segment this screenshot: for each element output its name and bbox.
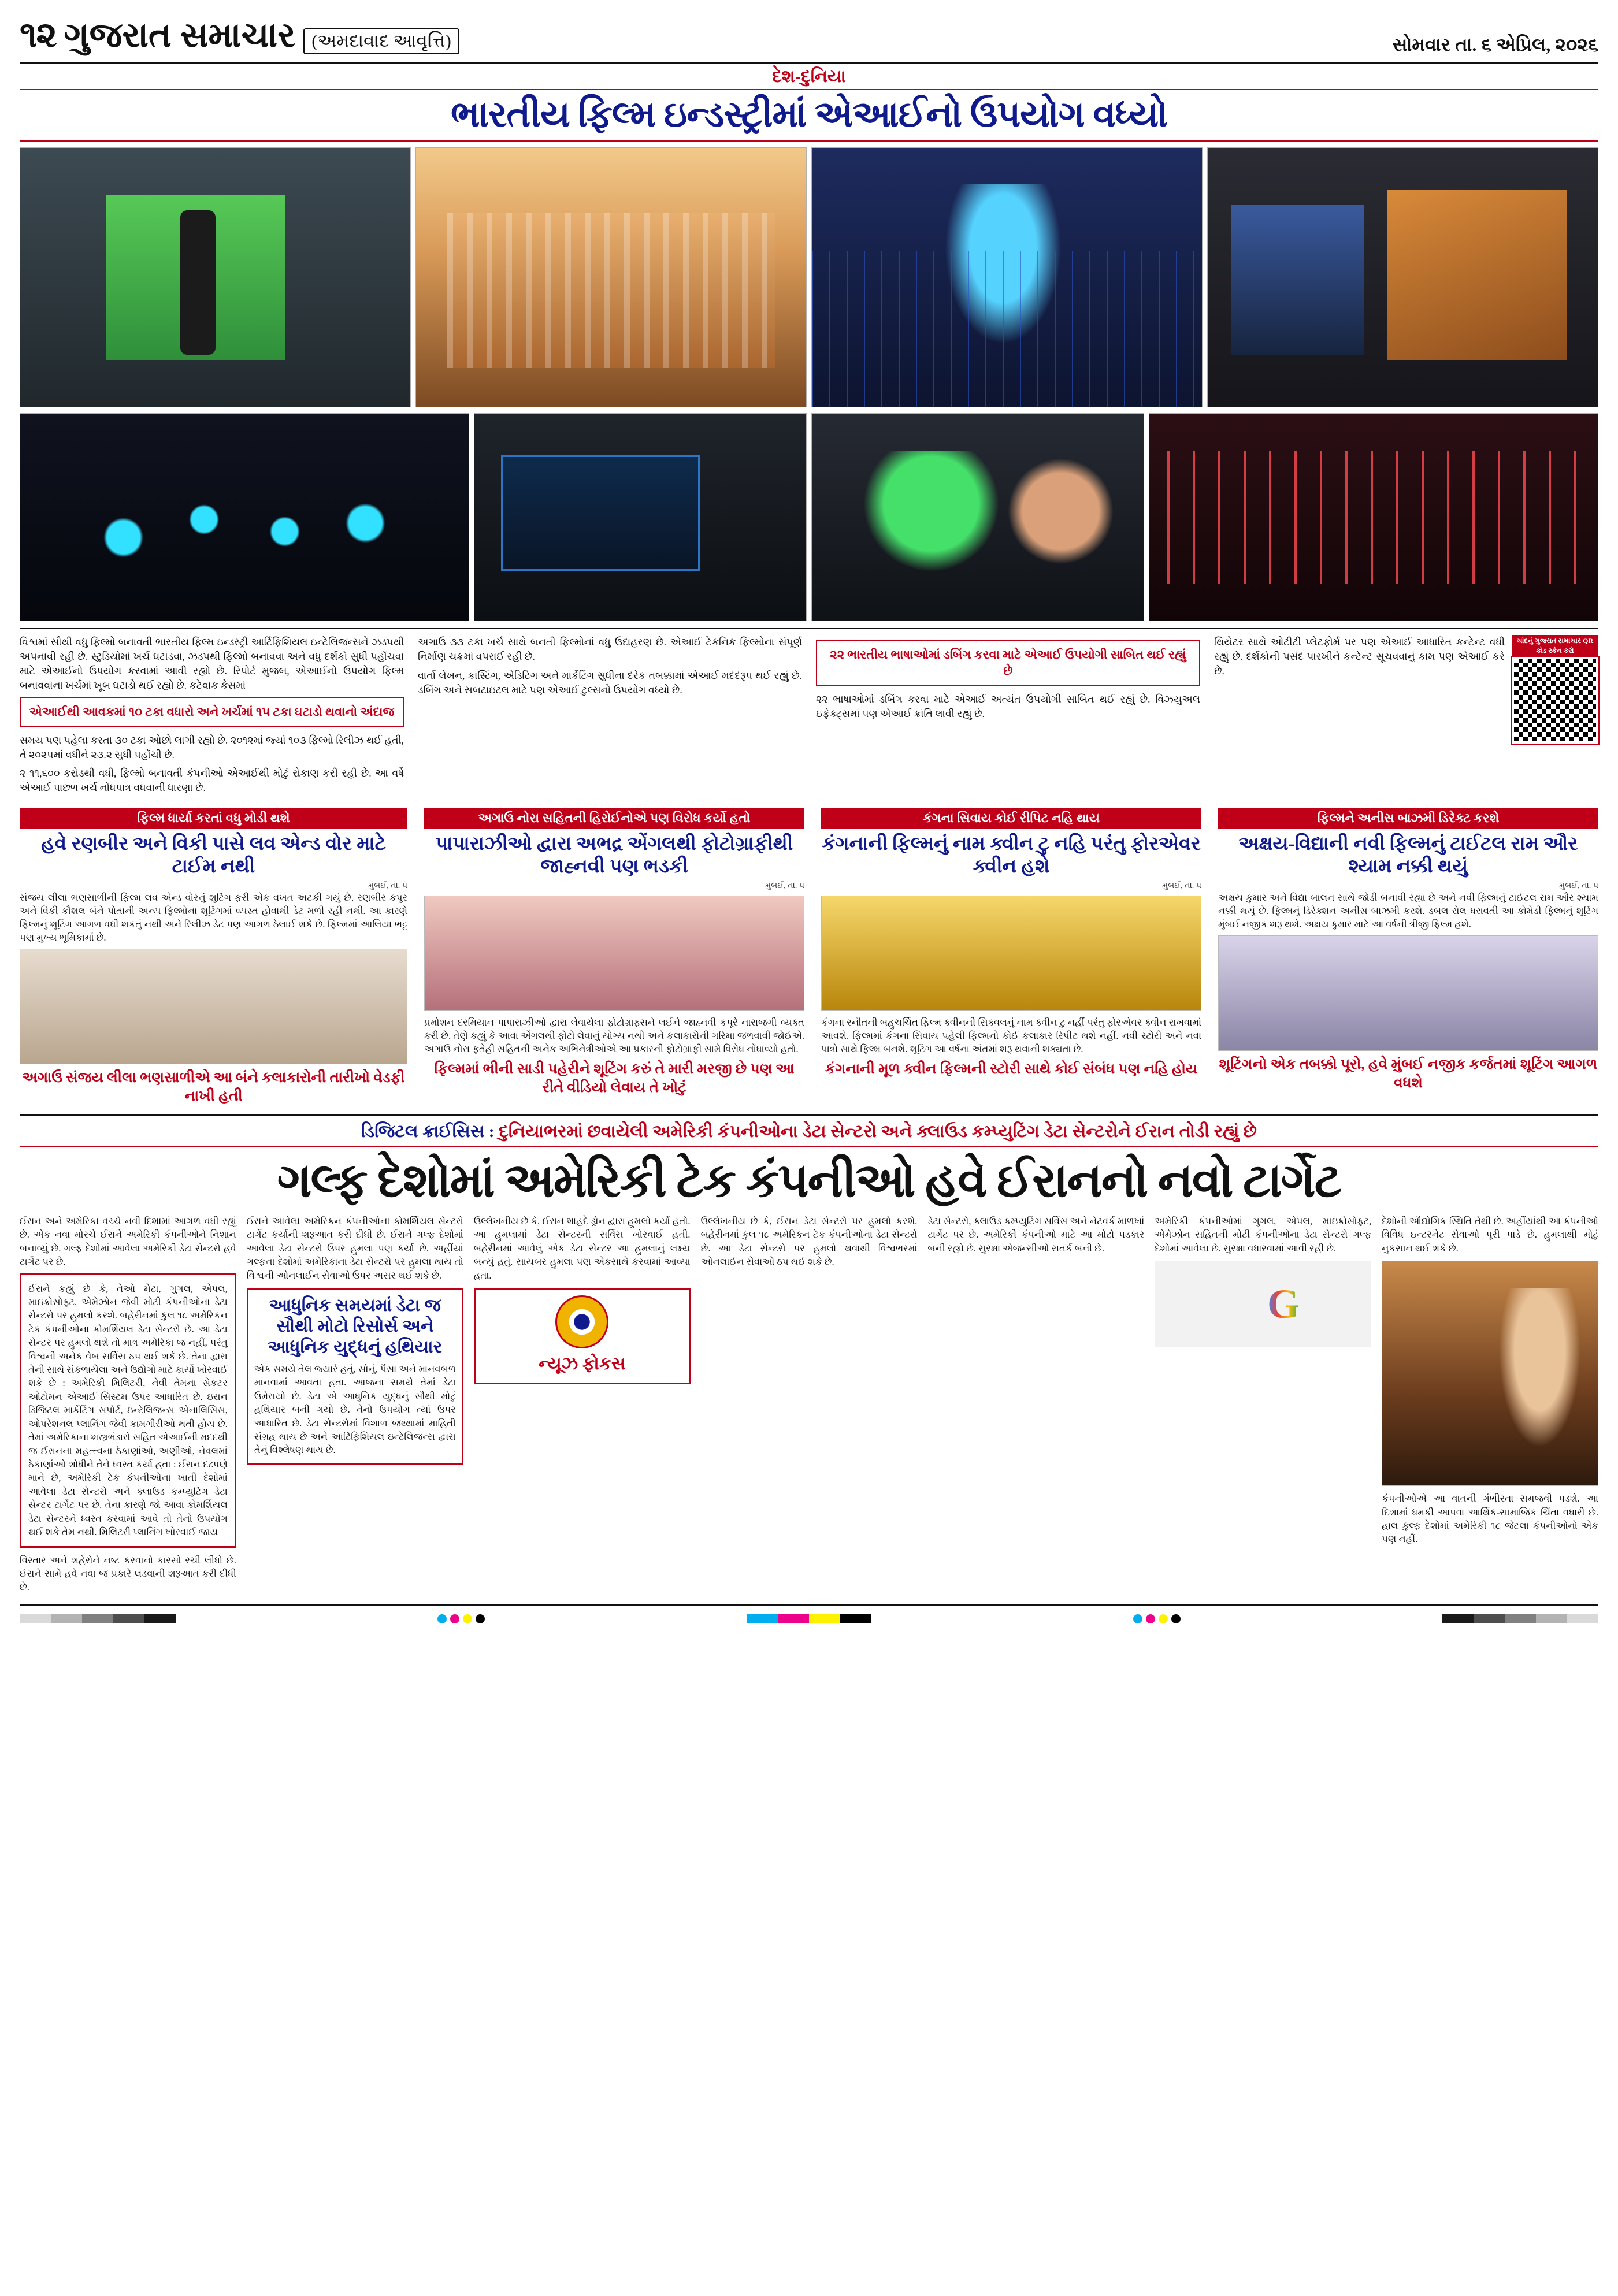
highlight-box-1: એઆઈથી આવકમાં ૧૦ ટકા વધારો અને ખર્ચમાં ૧૫ ટકા ઘટાડો થવાનો અંદાજ: [20, 697, 404, 727]
section-kicker: દેશ-દુનિયા: [772, 67, 846, 86]
entertainment-col-3: [814, 808, 1201, 1105]
intro-para-5: વાર્તા લેખન, કાસ્ટિંગ, એડિટિંગ અને માર્કેટિંગ સુધીના દરેક તબક્કામાં એઆઈ મદદરૂપ થઈ રહ્યું છે. ડબિંગ અને સબટાઇટલ માટે પણ એઆઈ ટુલ્સનો ઉપયોગ વધ્યો છે.: [418, 669, 802, 696]
intro-para-7: થિયેટર સાથે ઓટીટી પ્લેટફોર્મ પર પણ એઆઈ આધારિત કન્ટેન્ટ વધી રહ્યું છે. દર્શકોની પસંદ પારખીને કન્ટેન્ટ સૂચવવાનું કામ પણ એઆઈ કરે છે.: [1214, 636, 1505, 677]
lead-headline-wrap: [20, 89, 1598, 142]
intro-col-1: [20, 635, 404, 800]
qr-code-image[interactable]: [1512, 657, 1598, 744]
intro-para-3: ૨ ૧૧,૬૦૦ કરોડથી વધી, ફિલ્મો બનાવતી કંપનીઓ એઆઈથી મોટું રોકાણ કરી રહી છે. આ વર્ષે એઆઈ પાછળ ખર્ચ નોંધપાત્ર વધવાની ધારણા છે.: [20, 767, 404, 794]
photo-grid-row-1: [20, 147, 1598, 407]
ent-subhead-1: અગાઉ સંજય લીલા ભણસાળીએ આ બંને કલાકારોની તારીખો વેડફી નાખી હતી: [22, 1070, 405, 1104]
photo-iran-leader: [1382, 1261, 1598, 1486]
ent-kicker-3: કંગના સિવાય કોઈ રીપિટ નહિ થાય: [821, 808, 1201, 829]
page-number: ૧૨: [20, 16, 56, 55]
masthead: [20, 15, 1598, 64]
paper-name: ગુજરાત સમાચાર: [64, 16, 296, 54]
feature-col-3: [474, 1214, 691, 1599]
photo-streaming-content-trends: [474, 413, 807, 621]
feature-col-2: [247, 1214, 463, 1599]
entertainment-strip: [20, 808, 1598, 1105]
ent-headline-4: અક્ષય-વિદ્યાની નવી ફિલ્મનું ટાઈટલ રામ ઔર શ્યામ નક્કી થયું: [1238, 834, 1578, 878]
feature-para-5: ડેટા સેન્ટરો, ક્લાઉડ કમ્પ્યુટિંગ સર્વિસ અને નેટવર્ક માળખાં ટાર્ગેટ પર છે. અમેરિકી કંપનીઓ માટે આ મોટો પડકાર બની રહ્યો છે. સુરક્ષા એજન્સીઓ સતર્ક બની છે.: [927, 1215, 1145, 1254]
intro-col-2: [418, 635, 802, 800]
print-registration-footer: [20, 1614, 1598, 1623]
feature-para-6: અમેરિકી કંપનીઓમાં ગુગલ, એપલ, માઇક્રોસોફ્ટ, એમેઝોન સહિતની મોટી કંપનીઓના ડેટા સેન્ટરો ગલ્ફ દેશોમાં આવેલા છે. સુરક્ષા વધારવામાં આવી રહી છે.: [1155, 1215, 1372, 1254]
ent-byline-1: મુંબઈ, તા. ૫: [368, 881, 407, 890]
feature-columns: [20, 1214, 1598, 1599]
registration-dots-left: [437, 1614, 485, 1623]
ent-headline-3: કંગનાની ફિલ્મનું નામ ક્વીન ટુ નહિ પરંતુ ફોરએવર ક્વીન હશે: [822, 834, 1201, 878]
entertainment-col-4: [1211, 808, 1598, 1105]
intro-para-6: ૨૨ ભાષાઓમાં ડબિંગ કરવા માટે એઆઈ અત્યંત ઉપયોગી સાબિત થઈ રહ્યું છે. વિઝ્યુઅલ ઇફેક્ટ્સમાં પણ એઆઈ ક્રાંતિ લાવી રહ્યું છે.: [816, 693, 1200, 719]
registration-dots-right: [1133, 1614, 1181, 1623]
feature-para-1: ઈરાન અને અમેરિકા વચ્ચે નવી દિશામાં આગળ વધી રહ્યું છે. એક નવા મોરચે ઈરાને અમેરિકી કંપનીઓને નિશાન બનાવ્યું છે. ગલ્ફ દેશોમાં આવેલા અમેરિકી ડેટા સેન્ટરો હવે ટાર્ગેટ પર છે.: [20, 1215, 236, 1268]
ent-subhead-2: ફિલ્મમાં ભીની સાડી પહેરીને શૂટિંગ કરું તે મારી મરજી છે પણ આ રીતે વીડિયો લેવાય તે ખોટું: [434, 1061, 795, 1095]
feature-kicker: [20, 1122, 1598, 1147]
feature-kicker-text: દુનિયાભરમાં છવાયેલી અમેરિકી કંપનીઓના ડેટા સેન્ટરો અને ક્લાઉડ કમ્પ્યુટિંગ ડેટા સેન્ટરોને ઈરાન તોડી રહ્યું છે: [499, 1121, 1257, 1141]
ent-body-3: કંગના રનૌતની બહુચર્ચિત ફિલ્મ ક્વીનની સિક્વલનું નામ ક્વીન ટુ નહીં પરંતુ ફોરએવર ક્વીન રાખવામાં આવશે. ફિલ્મમાં કંગના સિવાય પહેલી ફિલ્મનો કોઈ કલાકાર રિપીટ થશે નહીં. નવી સ્ટોરી અને નવા પાત્રો સાથે ફિલ્મ બનશે. શૂટિંગ આ વર્ષના અંતમાં શરૂ થવાની શક્યતા છે.: [821, 1016, 1201, 1055]
sub-feature-box: [247, 1288, 463, 1465]
photo-face-scan-vfx: [811, 413, 1144, 621]
feature-boxed-note: ઈરાને કહ્યું છે કે, તેઓ મેટા, ગુગલ, એપલ, માઇક્રોસોફ્ટ, એમેઝોન જેવી મોટી કંપનીઓના ડેટા સેન્ટરો પર હુમલો કરશે. બહેરીનમાં કુલ ૧૮ અમેરિકન ટેક કંપનીઓના કોમર્શિયલ ડેટા સેન્ટરો છે. આ ડેટા સેન્ટર પર હુમલો થશે તો માત્ર અમેરિકા જ નહીં, પરંતુ વિશ્વની અનેક વેબ સર્વિસ ઠપ થઈ શકે છે. તેના દ્વારા તેની સાથે સંકળાયેલા અને ઉદ્યોગો માટે કાર્યો ખોરવાઈ શકે છે : અમેરિકી મિલિટરી, નેવી તેમના સેકટર ઓટોમન એઆઈ સિસ્ટમ ઉપર આધારિત છે. ઇરાન ડિજિટલ માર્કેટિંગ સપોર્ટ, ઇન્ટેલિજન્સ એનાલિસિસ, ઓપરેશનલ પ્લાનિંગ જેવી કામગીરીઓ થતી હોય છે. તેમાં અમેરિકાના શસ્ત્રભંડારો સહિત એઆઈની મદદથી જ ઈરાનના મહત્ત્વના ઠેકાણાંઓ, અણીઓ, નેવલમાં ઠેકાણાંઓ શોધીને તેને ધ્વસ્ત કર્યા હતા : ઈરાન દઢપણે માને છે, અમેરિકી ટેક કંપનીઓના ખાતી દેશોમાં આવેલા ડેટા સેન્ટરો અને ક્લાઉડ કમ્પ્યુટિંગ ડેટા સેન્ટર ટાર્ગેટ પર છે. તેના કારણે જો આવા કોમર્શિયલ ડેટા સેન્ટરને ધ્વસ્ત કરવામાં આવે તો તેનો ઉપયોગ થઈ શકે તેમ નથી. મિલિટરી પ્લાનિંગ ખોરવાઈ જાય: [20, 1273, 236, 1548]
photo-dance-motion-capture: [20, 413, 469, 621]
ent-subhead-4: શૂટિંગનો એક તબક્કો પૂરો, હવે મુંબઈ નજીક કર્જતમાં શૂટિંગ આગળ વધશે: [1219, 1057, 1598, 1091]
ent-body-2: પ્રમોશન દરમિયાન પાપારાઝીઓ દ્વારા લેવાયેલા ફોટોગ્રાફ્સને લઈને જાહ્નવી કપૂરે નારાજગી વ્યક્ત કરી છે. તેણે કહ્યું કે આવા એંગલથી ફોટો લેવાનું યોગ્ય નથી અને કલાકારોની ગરિમા જળવાવી જોઈએ. અગાઉ નોરા ફતેહી સહિતની અનેક અભિનેત્રીઓએ આ પ્રકારની ફોટોગ્રાફી સામે વિરોધ નોંધાવ્યો હતો.: [424, 1016, 804, 1055]
cmyk-bar-center: [747, 1614, 871, 1623]
feature-col-4: [701, 1214, 918, 1599]
ent-photo-3: [821, 896, 1201, 1011]
feature-para-2: ઈરાને આવેલા અમેરિકન કંપનીઓના કોમર્શિયલ સેન્ટરો ટાર્ગેટ કર્યાની શરૂઆત કરી દીધી છે. ઈરાને ગલ્ફ દેશોમાં આવેલા ડેટા સેન્ટરો ઉપર હુમલા પણ કર્યા છે. અહીંયાં ગલ્ફના દેશોમાં અમેરિકાના ડેટા સેન્ટરો પર હુમલા થાય તો વિશ્વની ઓનલાઈન સેવાઓ ઉપર અસર થઈ શકે છે.: [246, 1215, 463, 1281]
apple-logo-icon: [1226, 1281, 1261, 1327]
feature-col-1: [20, 1214, 236, 1599]
photo-vfx-hologram-scene: [811, 147, 1203, 407]
feature-story: [20, 1114, 1598, 1606]
ent-subhead-3: કંગનાની મૂળ ક્વીન ફિલ્મની સ્ટોરી સાથે કોઈ સંબંધ પણ નહિ હોય: [825, 1061, 1198, 1078]
ent-headline-2: પાપારાઝીઓ દ્વારા અભદ્ર એંગલથી ફોટોગ્રાફીથી જાહ્નવી પણ ભડકી: [435, 834, 793, 878]
ent-byline-2: મુંબઈ, તા. ૫: [765, 881, 804, 890]
intro-para-1: વિશ્વમાં સૌથી વધુ ફિલ્મો બનાવતી ભારતીય ફિલ્મ ઇન્ડસ્ટ્રી આર્ટિફિશિયલ ઇન્ટેલિજન્સને ઝડપથી અપનાવી રહી છે. સ્ટુડિયોમાં ખર્ચ ઘટાડવા, ઝડપથી ફિલ્મો બનાવવા અને વધુ દર્શકો સુધી પહોંચવા માટે એઆઈનો ઉપયોગ કરવામાં આવી રહ્યો છે. રિપોર્ટ મુજબ, એઆઈનો ઉપયોગ ફિલ્મ બનાવવાના ખર્ચમાં ખૂબ ઘટાડો થઈ રહ્યો છે. કટેવાક કેસમાં: [20, 636, 404, 691]
feature-bottom-note-right: કંપનીઓએ આ વાતની ગંભીરતા સમજવી પડશે. આ દિશામાં ધમકી આપવા આર્થિક-સામાજિક ચિંતા વધારી છે. હાલ કુલ્ફ દેશોમાં અમેરિકી ૧૮ જેટલા કંપનીઓનો એક પણ નહીં.: [1382, 1493, 1598, 1545]
feature-kicker-prefix: ડિજિટલ ક્રાઈસિસ :: [361, 1121, 495, 1141]
tech-logos: [1155, 1261, 1371, 1347]
eye-icon: [555, 1295, 608, 1348]
ent-byline-3: મુંબઈ, તા. ૫: [1162, 881, 1201, 890]
grey-scale-bar: [20, 1614, 176, 1623]
google-logo-icon: G: [1267, 1283, 1300, 1325]
qr-label: ચાંદનું ગુજરાત સમાચાર QR કોડ સ્કેન કરો: [1512, 635, 1598, 657]
feature-col-6: [1155, 1214, 1371, 1599]
photo-ai-temple-render: [415, 147, 807, 407]
news-focus-label: ન્યૂઝ ફોકસ: [539, 1354, 626, 1373]
feature-col-5: [927, 1214, 1144, 1599]
sub-feature-headline: આધુનિક સમયમાં ડેટા જ સૌથી મોટો રિસોર્સ અને આધુનિક યુદ્ધનું હથિયાર: [268, 1295, 443, 1357]
photo-grid-row-2: [20, 413, 1598, 621]
edition-label: (અમદાવાદ આવૃત્તિ): [303, 28, 459, 54]
ent-kicker-1: ફિલ્મ ધાર્યા કરતાં વધુ મોડી થશે: [20, 808, 407, 829]
ent-photo-4: [1218, 935, 1598, 1051]
intro-para-2: સમય પણ પહેલા કરતા ૩૦ ટકા ઓછો લાગી રહ્યો છે. ૨૦૧૨માં જ્યાં ૧૦૩ ફિલ્મો રિલીઝ થઈ હતી, તે ૨૦૨૫માં વધીને ૨૩.૨ સુધી પહોંચી છે.: [20, 734, 404, 760]
photo-analytics-dashboard: [1149, 413, 1598, 621]
ent-body-4: અક્ષય કુમાર અને વિદ્યા બાલન સાથે જોડી બનાવી રહ્યા છે અને નવી ફિલ્મનું ટાઈટલ રામ ઔર શ્યામ નક્કી થયું છે. ફિલ્મનું ડિરેક્શન અનીસ બાઝમી કરશે. ડબલ રોલ ધરાવતી આ કોમેડી ફિલ્મનું શૂટિંગ મુંબઈ નજીક શરૂ થશે. અક્ષય કુમાર માટે આ વર્ષની ત્રીજી ફિલ્મ હશે.: [1218, 891, 1598, 930]
photo-motion-capture-studio: [20, 147, 411, 407]
sub-feature-body: એક સમયે તેલ જ્યારે હતું, સોનું, પૈસા અને માનવબળ માનવામાં આવતા હતા. આજના સમયે તેમાં ડેટા ઉમેરાયો છે. ડેટા એ આધુનિક યુદ્ધનું સૌથી મોટું હથિયાર બની ગયો છે. તેનો ઉપયોગ ત્યાં ઉપર આધારિત છે. ડેટા સેન્ટરોમાં વિશાળ જથ્થામાં માહિતી સંગ્રહ થાય છે અને આર્ટિફિશિયલ ઇન્ટેલિજન્સ દ્વારા તેનું વિશ્લેષણ થાય છે.: [254, 1363, 456, 1456]
date-line: સોમવાર તા. ૬ એપ્રિલ, ૨૦૨૬: [1392, 34, 1598, 55]
lead-headline: ભારતીય ફિલ્મ ઇન્ડસ્ટ્રીમાં એઆઈનો ઉપયોગ વધ્યો: [451, 94, 1167, 135]
grey-scale-bar-right: [1442, 1614, 1598, 1623]
feature-para-3: ઉલ્લેખનીય છે કે, ઈરાન શાહદે ડ્રોન દ્વારા હુમલો કર્યો હતો. આ હુમલામાં ડેટા સેન્ટરની સર્વિસ ખોરવાઈ હતી. બહેરીનમાં આવેલું એક ડેટા સેન્ટર આ હુમલાનું લક્ષ્ય બન્યું હતું. સાયબર હુમલા પણ એકસાથે કરવામાં આવ્યા હતા.: [473, 1215, 691, 1281]
ent-photo-1: [20, 949, 407, 1064]
intro-col-4: [1214, 635, 1598, 800]
feature-para-4: ઉલ્લેખનીય છે કે, ઈરાન ડેટા સેન્ટરો પર હુમલો કરશે. બહેરીનમાં કુલ ૧૮ અમેરિકન ટેક કંપનીઓના ડેટા સેન્ટરો છે. આ ડેટા સેન્ટરો પર હુમલો થવાથી વિશ્વભરમાં ઓનલાઈન સેવાઓ ઠપ થઈ શકે છે.: [700, 1215, 918, 1268]
photo-ai-studio-set: [1207, 147, 1598, 407]
feature-para-7: દેશોની ઔદ્યોગિક સ્થિતિ તેથી છે. અહીંયાંથી આ કંપનીઓ વિવિધ ઇન્ટરનેટ સેવાઓ પૂરી પાડે છે. હુમલાથી મોટું નુકસાન થઈ શકે છે.: [1382, 1215, 1598, 1254]
top-story-body: [20, 628, 1598, 800]
feature-col-7: [1382, 1214, 1598, 1599]
feature-headline: ગલ્ફ દેશોમાં અમેરિકી ટેક કંપનીઓ હવે ઈરાનનો નવો ટાર્ગેટ: [277, 1154, 1341, 1207]
intro-para-4: અગાઉ ૩૩ ટકા ખર્ચ સાથે બનતી ફિલ્મોનાં વધુ ઉદાહરણ છે. એઆઈ ટેકનિક ફિલ્મોના સંપૂર્ણ નિર્માણ ચક્રમાં વપરાઈ રહી છે.: [418, 636, 802, 662]
ent-byline-4: મુંબઈ, તા. ૫: [1559, 881, 1598, 890]
news-focus-badge: [474, 1288, 691, 1384]
highlight-box-2: ૨૨ ભારતીય ભાષાઓમાં ડબિંગ કરવા માટે એઆઈ ઉપયોગી સાબિત થઈ રહ્યું છે: [816, 640, 1200, 686]
ent-headline-1: હવે રણબીર અને વિકી પાસે લવ એન્ડ વોર માટે ટાઈમ નથી: [41, 834, 386, 878]
ent-kicker-4: ફિલ્મને અનીસ બાઝમી ડિરેક્ટ કરશે: [1218, 808, 1598, 829]
masthead-left: [20, 15, 459, 56]
ent-body-1: સંજય લીલા ભણસાળીની ફિલ્મ લવ એન્ડ વોરનું શૂટિંગ ફરી એક વખત અટકી ગયું છે. રણબીર કપૂર અને વિકી કૌશલ બંને પોતાની અન્ય ફિલ્મોના શૂટિંગમાં વ્યસ્ત હોવાથી ડેટ મળી રહી નથી. આ કારણે ફિલ્મનું શૂટિંગ આગળ વધી શકતું નથી અને રિલીઝ ડેટ પણ આગળ ઠેલાઈ શકે છે. ફિલ્મમાં આલિયા ભટ્ટ પણ મુખ્ય ભૂમિકામાં છે.: [20, 891, 407, 943]
entertainment-col-2: [417, 808, 804, 1105]
feature-bottom-note-left: વિસ્તાર અને શહેરોને નષ્ટ કરવાનો કારસો રચી લીધો છે. ઈરાને સામે હવે નવા જ પ્રકારે લડવાની શરૂઆત કરી દીધી છે.: [20, 1554, 236, 1593]
intro-col-3: [816, 635, 1200, 800]
ent-photo-2: [424, 896, 804, 1011]
qr-code-block[interactable]: [1512, 635, 1598, 744]
ent-kicker-2: અગાઉ નોરા સહિતની હિરોઈનોએ પણ વિરોધ કર્યો હતો: [424, 808, 804, 829]
entertainment-col-1: [20, 808, 407, 1105]
